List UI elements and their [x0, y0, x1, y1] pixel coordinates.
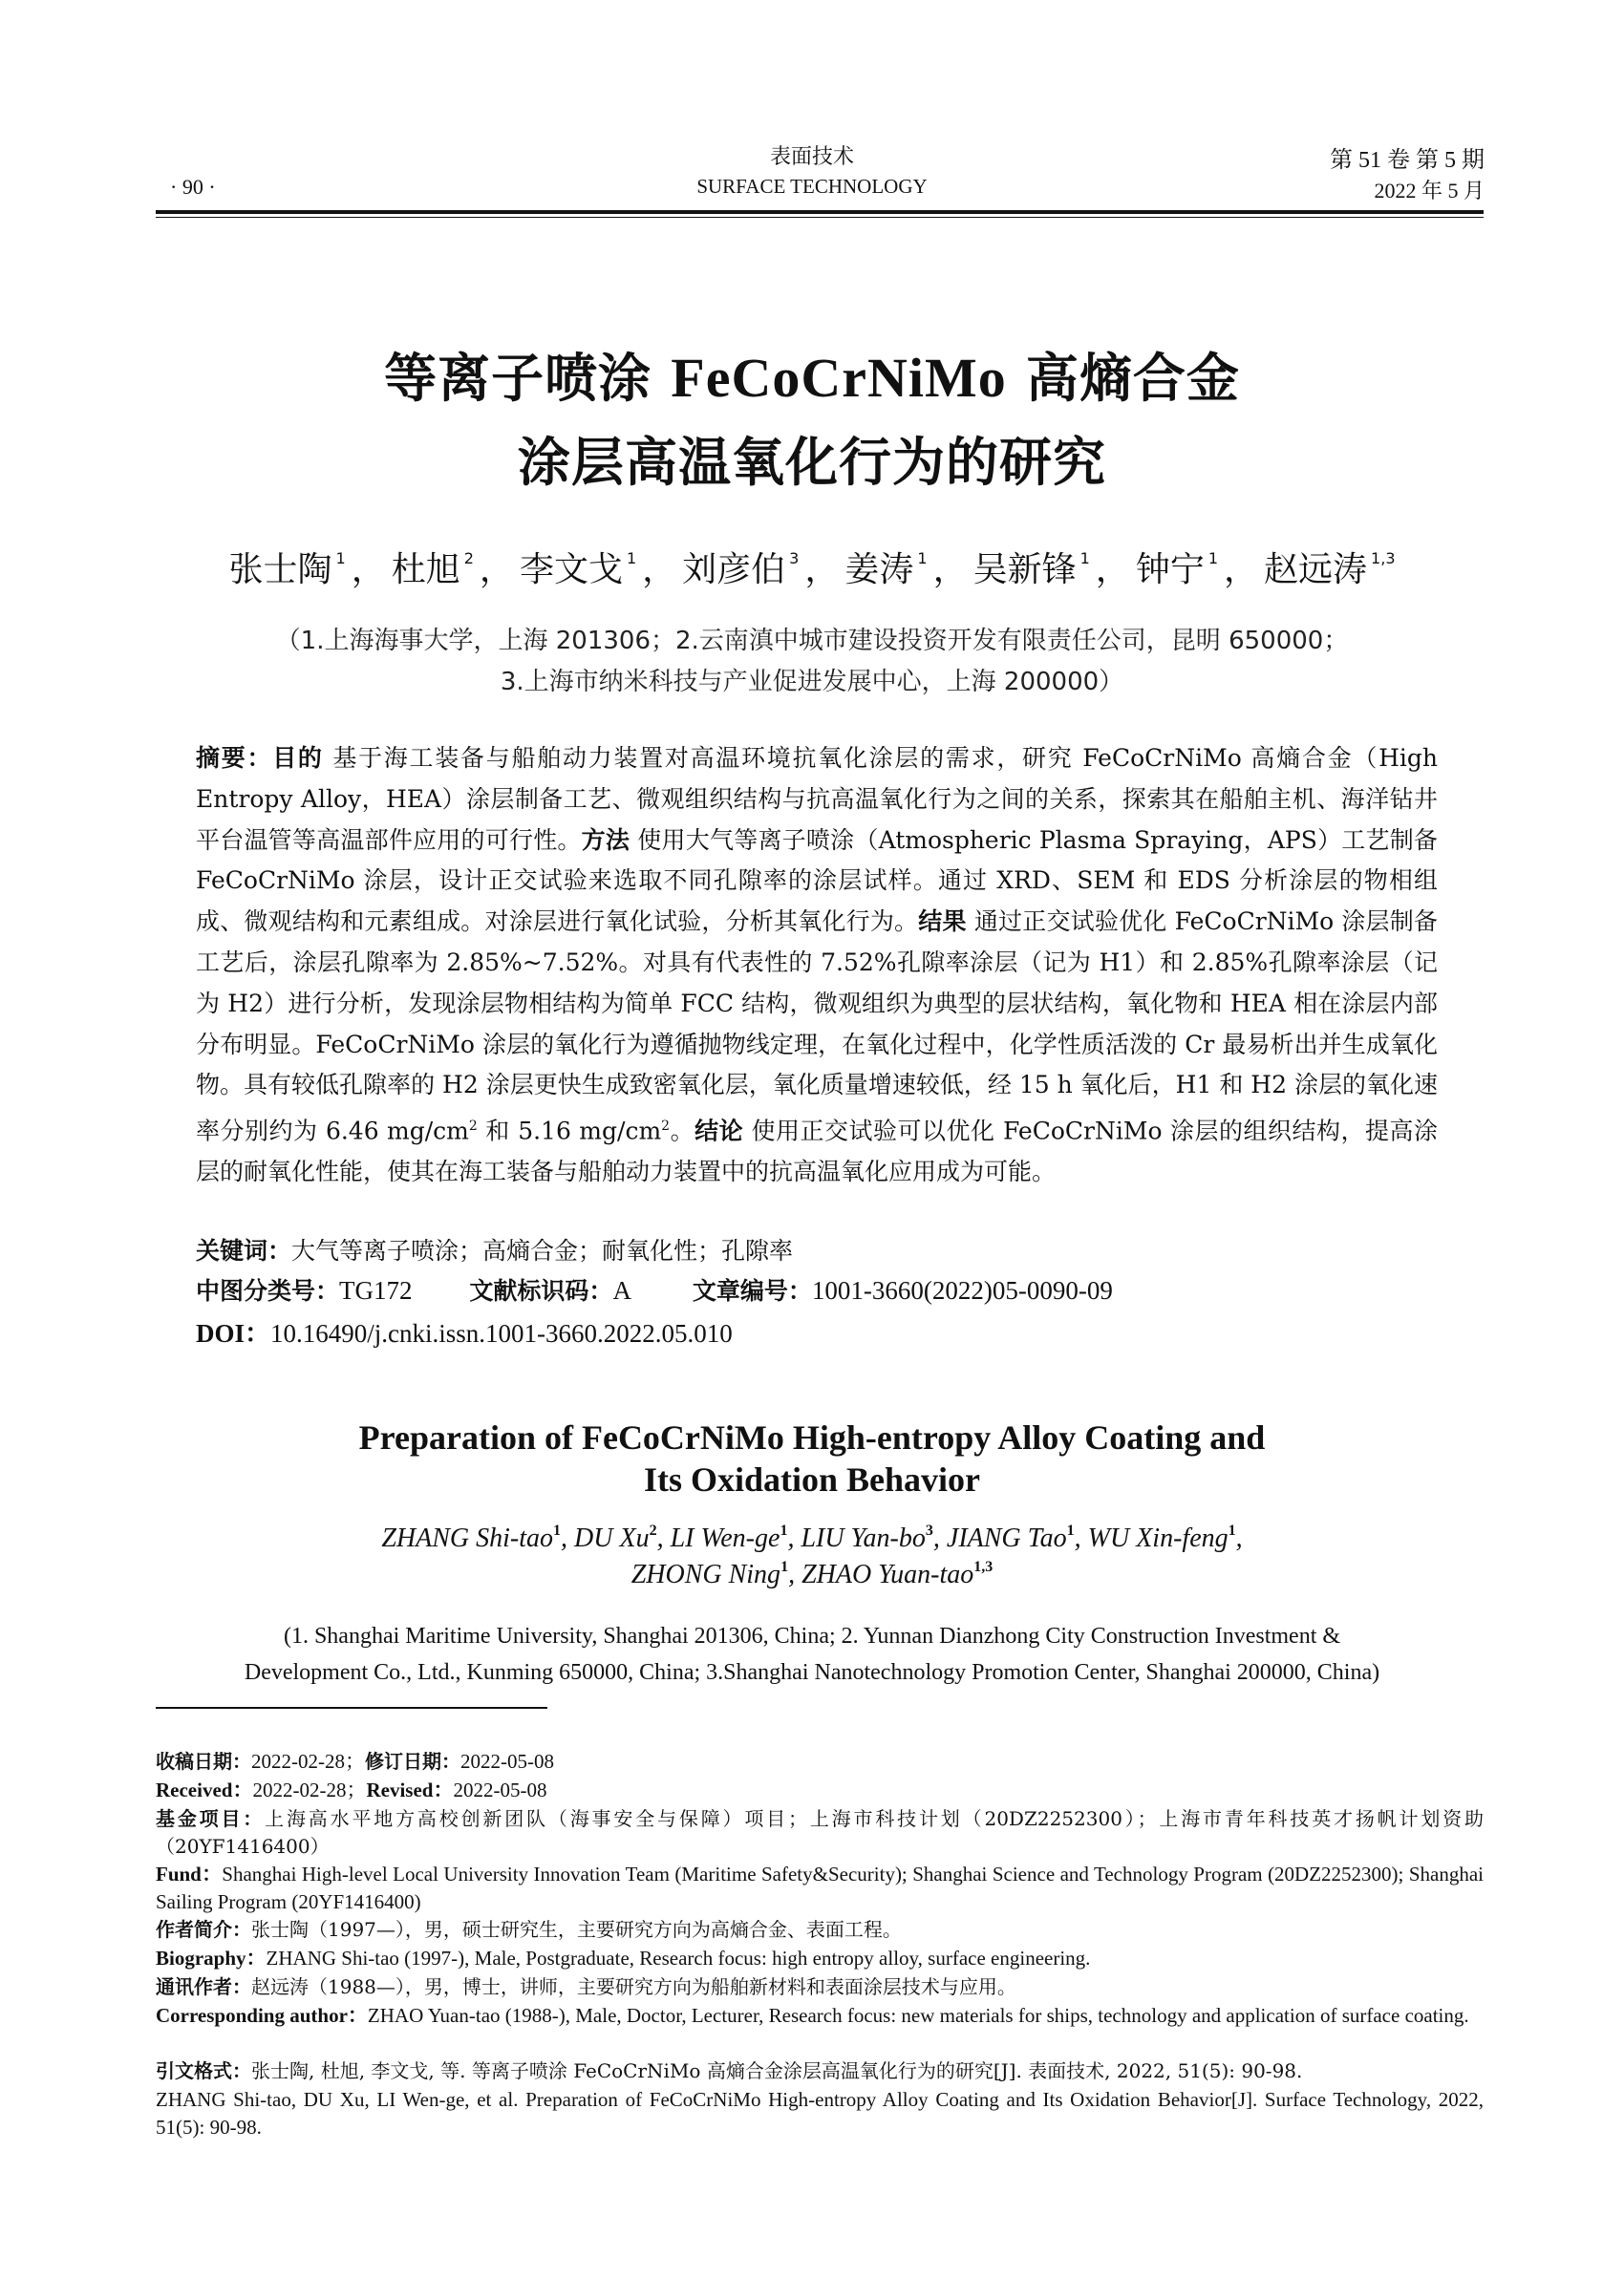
unit-superscript-2: 2: [661, 1119, 671, 1135]
article-no-value: 1001-3660(2022)05-0090-09: [811, 1276, 1113, 1305]
author-en-name: ZHAO Yuan-tao: [801, 1560, 974, 1589]
title-cn-line2: 涂层高温氧化行为的研究: [517, 432, 1106, 493]
issue-date: 2022 年 5 月: [1374, 179, 1485, 202]
page-number: · 90 ·: [170, 175, 216, 199]
author-en-separator: ,: [561, 1524, 575, 1553]
author-separator: ，: [1095, 550, 1130, 589]
header-rule: [156, 210, 1484, 214]
unit-superscript: 2: [468, 1119, 478, 1135]
author-en-separator: ,: [1074, 1524, 1088, 1553]
keywords-value: 大气等离子喷涂；高熵合金；耐氧化性；孔隙率: [291, 1237, 794, 1265]
author-cn-name: 赵远涛: [1264, 550, 1368, 589]
author-en-name: WU Xin-feng: [1087, 1524, 1229, 1553]
biography-cn: 作者简介：张士陶（1997—），男，硕士研究生，主要研究方向为高熵合金、表面工程。: [156, 1918, 902, 1941]
author-en-affiliation-mark: 3: [925, 1523, 933, 1539]
affiliations-cn-line2: 3.上海市纳米科技与产业促进发展中心，上海 200000）: [500, 668, 1124, 696]
author-separator: ，: [932, 550, 968, 589]
title-en-line2: Its Oxidation Behavior: [643, 1460, 981, 1499]
author-cn-name: 李文戈: [519, 550, 623, 589]
author-cn-affiliation-mark: 1: [626, 549, 637, 567]
author-cn-name: 姜涛: [844, 550, 914, 589]
author-en-name: LI Wen-ge: [670, 1524, 780, 1553]
doc-code-value: A: [612, 1276, 631, 1305]
doi-label: DOI：: [196, 1319, 271, 1348]
keywords-cn: [196, 1232, 793, 1267]
author-en-affiliation-mark: 1,3: [973, 1559, 994, 1575]
author-separator: ，: [351, 550, 386, 589]
affiliations-cn-line1: （1.上海海事大学，上海 201306；2.云南滇中城市建设投资开发有限责任公司，昆明 650000；: [275, 627, 1349, 655]
clc-value: TG172: [339, 1276, 413, 1305]
received-cn: 收稿日期：2022-02-28；修订日期：2022-05-08: [156, 1750, 554, 1773]
corresponding-en: Corresponding author：ZHAO Yuan-tao (1988-), Male, Doctor, Lecturer, Research focus: new materials for ships, technology and application of surface coating.: [156, 2004, 1469, 2027]
doi-value: 10.16490/j.cnki.issn.1001-3660.2022.05.010: [270, 1319, 733, 1348]
fund-cn: 基金项目：上海高水平地方高校创新团队（海事安全与保障）项目；上海市科技计划（20DZ2252300）；上海市青年科技英才扬帆计划资助（20YF1416400）: [156, 1807, 1484, 1858]
author-cn-affiliation-mark: 1: [1079, 549, 1090, 567]
objective-text: 基于海工装备与船舶动力装置对高温环境抗氧化涂层的需求，研究 FeCoCrNiMo 高熵合金（High Entropy Alloy，HEA）涂层制备工艺、微观组织结构与抗高温氧化行为之间的关系，探索其在船舶主机、海洋钻井平台温管等高温部件应用的可行性。: [196, 744, 1438, 854]
result-label: 结果: [918, 907, 967, 936]
author-en-name: DU Xu: [574, 1524, 650, 1553]
author-en-affiliation-mark: 1: [780, 1559, 789, 1575]
abstract-label: 摘要：: [196, 744, 273, 772]
classification-line: [196, 1272, 1113, 1307]
author-cn-affiliation-mark: 1: [335, 549, 346, 567]
author-en-affiliation-mark: 2: [649, 1523, 657, 1539]
author-cn-name: 张士陶: [228, 550, 332, 589]
author-cn-affiliation-mark: 1,3: [1371, 549, 1396, 567]
method-label: 方法: [581, 825, 630, 854]
clc-label: 中图分类号：: [196, 1277, 340, 1305]
author-en-name: ZHONG Ning: [630, 1560, 781, 1589]
citation-cn: 引文格式：张士陶, 杜旭, 李文戈, 等. 等离子喷涂 FeCoCrNiMo 高熵合金涂层高温氧化行为的研究[J]. 表面技术, 2022, 51(5): 90-98.: [156, 2059, 1303, 2082]
authors-en-line1: [0, 1523, 1624, 1554]
author-en-affiliation-mark: 1: [1228, 1523, 1236, 1539]
author-en-separator: ,: [932, 1524, 947, 1553]
keywords-label: 关键词：: [196, 1237, 292, 1265]
title-en-line1: Preparation of FeCoCrNiMo High-entropy Alloy Coating and: [358, 1418, 1266, 1457]
author-en-affiliation-mark: 1: [780, 1523, 788, 1539]
author-en-name: JIANG Tao: [946, 1524, 1067, 1553]
journal-title-en: SURFACE TECHNOLOGY: [696, 175, 928, 198]
author-cn-affiliation-mark: 3: [789, 549, 800, 567]
result-text-end: 。: [670, 1117, 695, 1145]
citation-en: ZHANG Shi-tao, DU Xu, LI Wen-ge, et al. Preparation of FeCoCrNiMo High-entropy Alloy Coating and Its Oxidation Behavior[J]. Surface Technology, 2022, 51(5): 90-98.: [156, 2088, 1484, 2139]
author-separator: ，: [804, 550, 840, 589]
doc-code-label: 文献标识码：: [469, 1277, 613, 1305]
author-separator: ，: [642, 550, 677, 589]
author-separator: ，: [1224, 550, 1259, 589]
author-cn-affiliation-mark: 2: [463, 549, 474, 567]
author-cn-affiliation-mark: 1: [917, 549, 928, 567]
author-en-separator: ,: [787, 1524, 801, 1553]
title-cn-line1: 等离子喷涂 FeCoCrNiMo 高熵合金: [384, 347, 1240, 409]
affiliations-en-line2: Development Co., Ltd., Kunming 650000, China; 3.Shanghai Nanotechnology Promotion Center, Shanghai 200000, China): [244, 1660, 1380, 1685]
conclusion-label: 结论: [694, 1117, 744, 1145]
author-en-separator: ,: [788, 1560, 802, 1589]
article-no-label: 文章编号：: [692, 1277, 812, 1305]
volume-issue: 第 51 卷 第 5 期: [1330, 148, 1485, 173]
author-cn-name: 吴新锋: [972, 550, 1077, 589]
footnote-rule: [156, 1707, 547, 1709]
author-cn-name: 刘彦伯: [682, 550, 786, 589]
author-en-separator: ,: [1235, 1524, 1243, 1553]
doi-line: [196, 1312, 733, 1350]
author-en-name: ZHANG Shi-tao: [381, 1524, 554, 1553]
authors-en-line2: [0, 1559, 1624, 1590]
author-en-separator: ,: [656, 1524, 671, 1553]
conclusion-text: 使用正交试验可以优化 FeCoCrNiMo 涂层的组织结构，提高涂层的耐氧化性能，使其在海工装备与船舶动力装置中的抗高温氧化应用成为可能。: [196, 1117, 1438, 1186]
method-text: 使用大气等离子喷涂（Atmospheric Plasma Spraying，APS）工艺制备 FeCoCrNiMo 涂层，设计正交试验来选取不同孔隙率的涂层试样。通过 XRD、SEM 和 EDS 分析涂层的物相组成、微观结构和元素组成。对涂层进行氧化试验，分析其氧化行为。: [196, 825, 1438, 936]
author-en-affiliation-mark: 1: [1066, 1523, 1075, 1539]
abstract-cn: [196, 738, 1438, 1193]
corresponding-cn: 通讯作者：赵远涛（1988—），男，博士，讲师，主要研究方向为船舶新材料和表面涂层技术与应用。: [156, 1975, 1016, 1998]
result-text: 通过正交试验优化 FeCoCrNiMo 涂层制备工艺后，涂层孔隙率为 2.85%~7.52%。对具有代表性的 7.52%孔隙率涂层（记为 H1）和 2.85%孔隙率涂层（记为 H2）进行分析，发现涂层物相结构为简单 FCC 结构，微观组织为典型的层状结构，氧化物和 HEA 相在涂层内部分布明显。FeCoCrNiMo 涂层的氧化行为遵循抛物线定理，在氧化过程中，化学性质活泼的 Cr 最易析出并生成氧化物。具有较低孔隙率的 H2 涂层更快生成致密氧化层，氧化质量增速较低，经 15 h 氧化后，H1 和 H2 涂层的氧化速率分别约为 6.46 mg/cm: [196, 907, 1438, 1145]
received-en: Received：2022-02-28；Revised：2022-05-08: [156, 1779, 547, 1801]
authors-cn: [0, 543, 1624, 591]
author-cn-affiliation-mark: 1: [1207, 549, 1219, 567]
affiliations-en-line1: (1. Shanghai Maritime University, Shanghai 201306, China; 2. Yunnan Dianzhong City Construction Investment &: [283, 1624, 1341, 1649]
author-separator: ，: [479, 550, 514, 589]
journal-title-cn: 表面技术: [769, 144, 854, 168]
fund-en: Fund：Shanghai High-level Local University Innovation Team (Maritime Safety&Security); Shanghai Science and Technology Program (20DZ2252300); Shanghai Sailing Program (20YF1416400): [156, 1863, 1484, 1913]
result-text-mid: 和 5.16 mg/cm: [477, 1117, 662, 1145]
author-en-name: LIU Yan-bo: [801, 1524, 926, 1553]
header-rule-thin: [156, 217, 1484, 218]
author-cn-name: 杜旭: [391, 550, 460, 589]
author-cn-name: 钟宁: [1135, 550, 1205, 589]
objective-label: 目的: [272, 744, 324, 772]
biography-en: Biography：ZHANG Shi-tao (1997-), Male, Postgraduate, Research focus: high entropy alloy, surface engineering.: [156, 1947, 1091, 1970]
author-en-affiliation-mark: 1: [553, 1523, 562, 1539]
